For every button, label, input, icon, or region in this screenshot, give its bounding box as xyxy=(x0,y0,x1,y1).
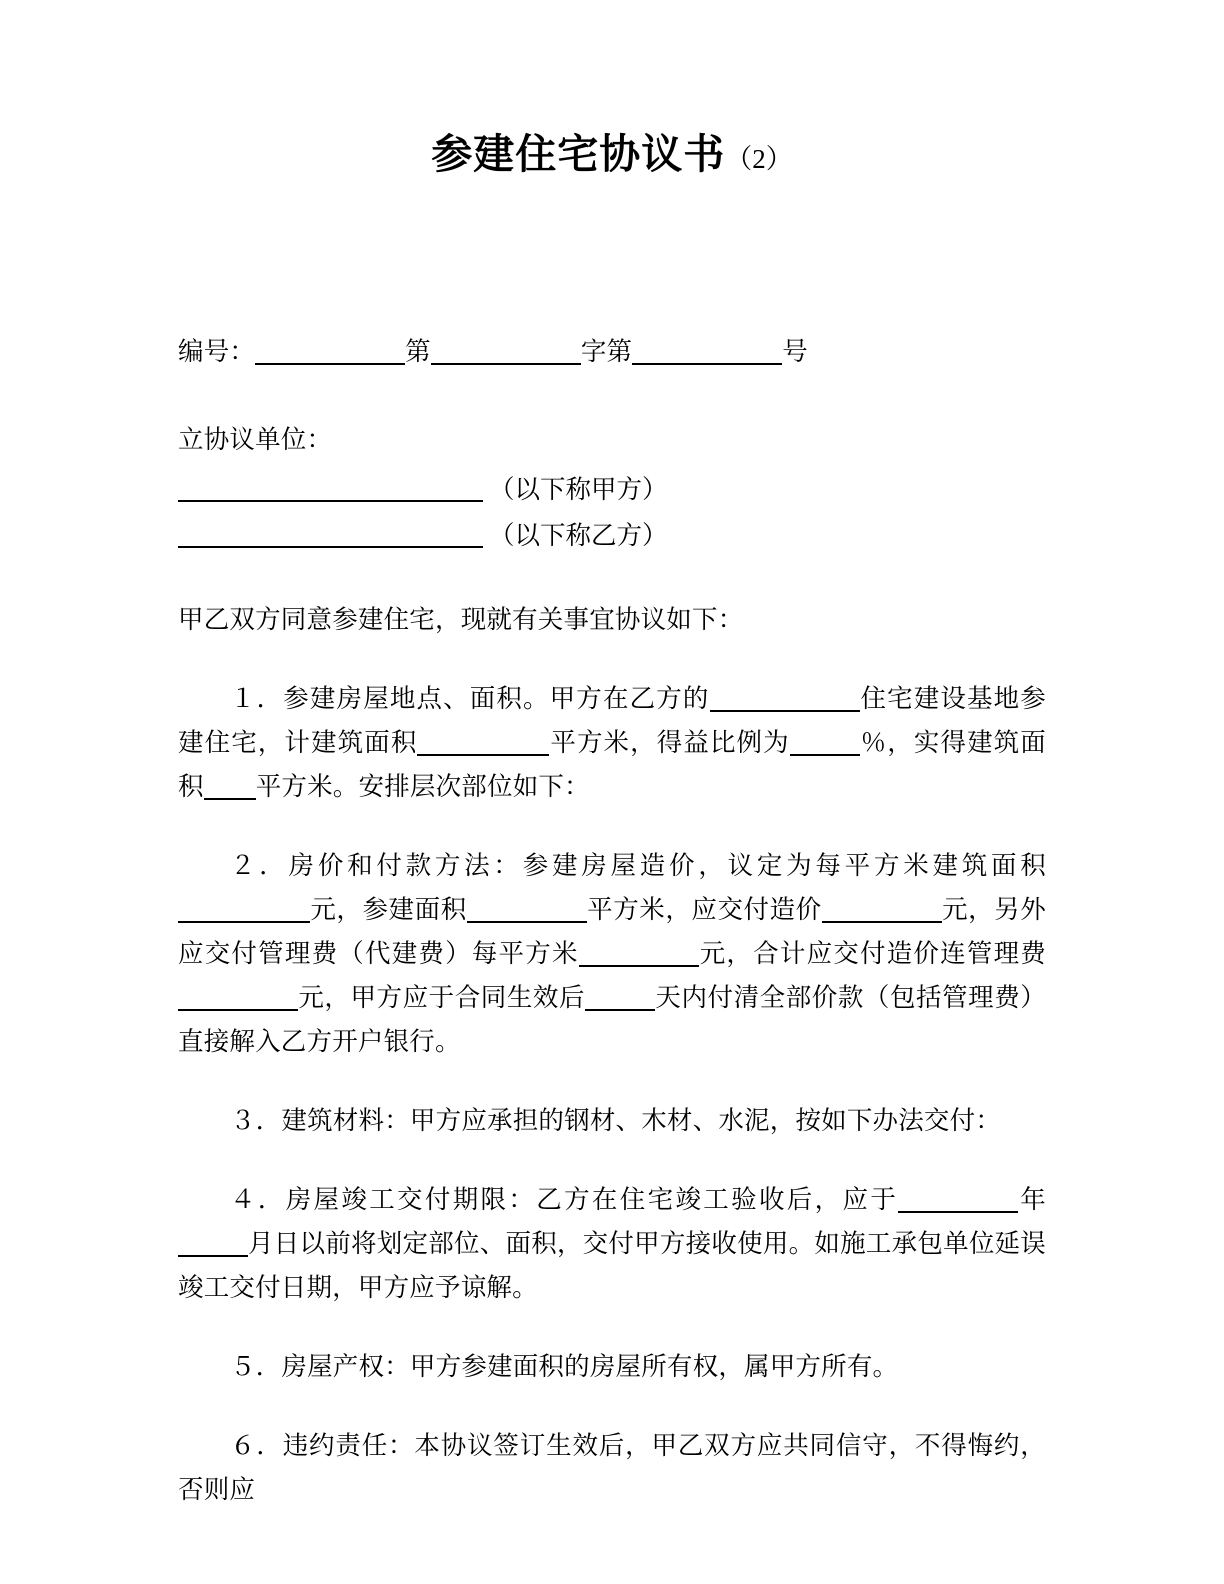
party-b-blank[interactable] xyxy=(178,526,483,548)
clause-5-title: 房屋产权： xyxy=(281,1352,410,1381)
clause-1-seg-2: 住宅建设基地参建住宅，计建筑面积 xyxy=(178,684,1046,757)
clause-2-seg-6: 元，甲方应于合同生效后 xyxy=(298,983,586,1012)
clause-3-number: ３． xyxy=(230,1106,282,1135)
clause-3-seg-1: 甲方应承担的钢材、木材、水泥，按如下办法交付： xyxy=(409,1106,1002,1135)
clause-2-seg-2: 元，参建面积 xyxy=(310,895,467,924)
clause-1-blank-ratio[interactable] xyxy=(790,734,860,756)
clause-6 xyxy=(178,1424,1046,1512)
clause-1-number: １． xyxy=(230,684,284,713)
document-number-blank-1[interactable] xyxy=(255,343,405,365)
document-number-sep-3: 号 xyxy=(782,337,808,366)
document-number-label: 编号： xyxy=(178,337,256,366)
clause-5 xyxy=(178,1345,1046,1389)
clause-1-seg-3: 平方米，得益比例为 xyxy=(549,728,790,757)
clause-6-seg-1: 本协议签订生效后，甲乙双方应共同信守，不得悔约，否则应 xyxy=(178,1431,1046,1504)
clause-3 xyxy=(178,1099,1046,1143)
clause-2 xyxy=(178,844,1046,1064)
document-number-sep-2: 字第 xyxy=(580,337,633,366)
clause-2-blank-total-cost[interactable] xyxy=(822,901,942,923)
clause-2-blank-days[interactable] xyxy=(585,989,655,1011)
party-b-row xyxy=(178,514,1046,558)
clause-2-number: ２． xyxy=(230,851,289,880)
party-a-label: （以下称甲方） xyxy=(489,475,668,504)
clause-6-number: ６． xyxy=(230,1431,283,1460)
clause-4-seg-1: 乙方在住宅竣工验收后，应于 xyxy=(536,1185,899,1214)
clause-5-number: ５． xyxy=(230,1352,282,1381)
document-number-blank-3[interactable] xyxy=(632,343,782,365)
clause-2-seg-3: 平方米，应交付造价 xyxy=(586,895,822,924)
clause-1-title: 参建房屋地点、面积。 xyxy=(283,684,550,713)
clause-1 xyxy=(178,677,1046,809)
document-number-sep-1: 第 xyxy=(405,337,431,366)
clause-4-title: 房屋竣工交付期限： xyxy=(285,1185,537,1214)
clause-4-blank-month[interactable] xyxy=(178,1235,248,1257)
clause-1-seg-1: 甲方在乙方的 xyxy=(549,684,710,713)
clause-2-blank-mgmt-fee[interactable] xyxy=(579,945,699,967)
clause-4-seg-2: 年 xyxy=(1018,1185,1046,1214)
clause-1-blank-area[interactable] xyxy=(417,734,549,756)
clause-1-blank-actual-area[interactable] xyxy=(204,778,256,800)
clause-2-seg-7: 天内付清全部价款（包括管理费）直接解入乙方开户银行。 xyxy=(178,983,1046,1056)
clause-2-seg-4: 元，另外应交付管理费（代建费）每平方米 xyxy=(178,895,1046,968)
party-b-label: （以下称乙方） xyxy=(489,521,668,550)
clause-6-title: 违约责任： xyxy=(282,1431,415,1460)
party-a-blank[interactable] xyxy=(178,480,483,502)
clause-2-seg-5: 元，合计应交付造价连管理费 xyxy=(698,939,1046,968)
clause-2-seg-1: 参建房屋造价，议定为每平方米建筑面积 xyxy=(522,851,1046,880)
document-number-line xyxy=(178,330,1046,374)
clause-2-title: 房价和付款方法： xyxy=(288,851,523,880)
clause-5-seg-1: 甲方参建面积的房屋所有权，属甲方所有。 xyxy=(409,1352,899,1381)
title-main-text: 参建住宅协议书 xyxy=(431,131,726,177)
title-suffix-text: （2） xyxy=(725,144,793,174)
parties-heading: 立协议单位： xyxy=(178,425,333,454)
clause-2-blank-grand-total[interactable] xyxy=(178,989,298,1011)
clause-1-seg-5: 平方米。安排层次部位如下： xyxy=(255,772,590,801)
party-a-row xyxy=(178,468,1046,512)
clause-1-seg-4: ％，实得建筑面积 xyxy=(178,728,1046,801)
page-title xyxy=(0,131,1224,177)
document-body xyxy=(178,330,1046,1512)
clause-1-blank-location[interactable] xyxy=(710,690,860,712)
clause-4 xyxy=(178,1178,1046,1310)
intro-paragraph: 甲乙双方同意参建住宅，现就有关事宜协议如下： xyxy=(178,605,744,634)
document-number-blank-2[interactable] xyxy=(431,343,581,365)
clause-4-seg-3: 月日以前将划定部位、面积，交付甲方接收使用。如施工承包单位延误竣工交付日期，甲方应予谅解。 xyxy=(178,1229,1046,1302)
clause-3-title: 建筑材料： xyxy=(281,1106,410,1135)
clause-2-blank-area[interactable] xyxy=(467,901,587,923)
clause-2-blank-unit-price[interactable] xyxy=(178,901,310,923)
clause-4-number: ４． xyxy=(230,1185,286,1214)
clause-4-blank-year[interactable] xyxy=(898,1191,1018,1213)
